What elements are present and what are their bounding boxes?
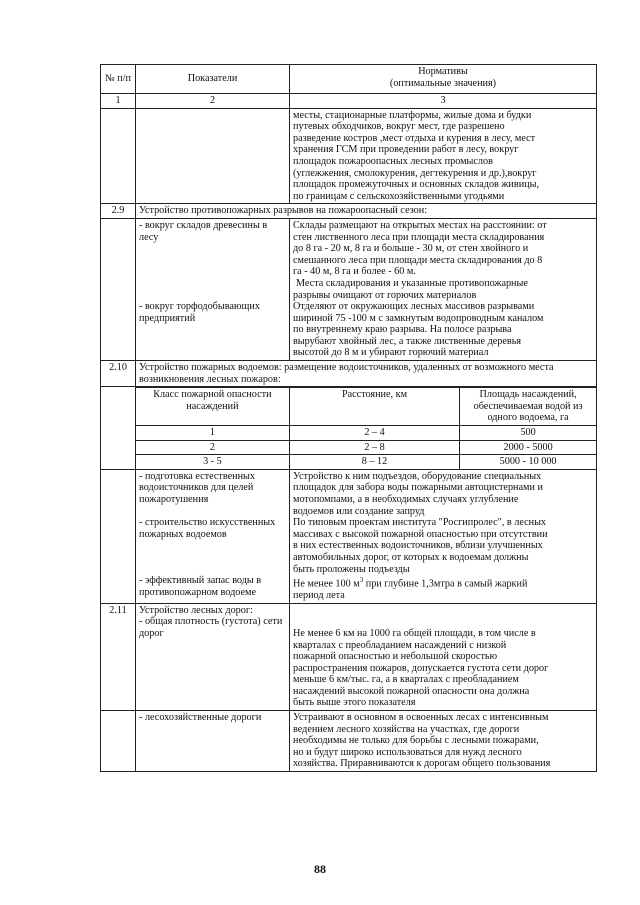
water-reservoir-table <box>136 387 596 469</box>
header-row <box>101 65 597 94</box>
indicator-artificial-reservoirs: - строительство искусственных пожарных водоемов <box>139 517 276 540</box>
indicator-cell <box>136 603 290 710</box>
column-number-1: 1 <box>101 94 136 109</box>
indicator-peat: - вокруг торфодобывающих предприятий <box>139 301 260 324</box>
header-normatives <box>290 65 597 94</box>
normatives-table <box>100 64 597 772</box>
header-number: № п/п <box>101 65 136 94</box>
indicator-natural-sources: - подготовка естественных водоисточников для целей пожаротушения <box>139 470 255 505</box>
normative-cell: Устраивают в основном в освоенных лесах с интенсивным ведением лесного хозяйства на участках, где дороги необходимы не только для борьбы с лесными пожарами, но и будут широко использоваться для нужд лесного хозяйства. Приравниваются к дорогам общего пользования <box>290 711 597 772</box>
section-title: Устройство пожарных водоемов: размещение водоисточников, удаленных от возможного места возникновения лесных пожаров: <box>136 361 597 387</box>
section-title: Устройство противопожарных разрывов на пожароопасный сезон: <box>136 204 597 219</box>
section-2-10-subtable-row <box>101 387 597 470</box>
indicator-cell <box>136 469 290 603</box>
normative-cell: Склады размещают на открытых местах на расстоянии: от стен лиственного леса при площади места складирования до 8 га - 20 м, 8 га и больше - 30 м, от стен хвойного и смешанного леса при площади места складирования до 8 га - 40 м, 8 га и более - 60 м. Места складирования и указанные противопожарные разрывы очищают от горючих материалов Отделяют от окружающих лесных массивов разрывами шириной 75 -100 м с замкнутым водопроводным каналом по внутреннему краю разрыва. На полосе разрыва вырубают хвойный лес, а также лиственные деревья высотой до 8 м и убирают горючий материал <box>290 218 597 360</box>
column-number-2: 2 <box>136 94 290 109</box>
water-reserve-text: Не менее 100 $м^3$ при глубине 1,3мтра в самый жаркий <box>293 576 528 590</box>
continuation-text: месты, стационарные платформы, жилые дома и будки путевых обходчиков, вокруг мест, где разрешено разведение костров ,мест отдыха и курения в лесу, мест хранения ГСМ при проведении работ в лесу, вокруг площадок пожароопасных лесных промыслов (углежжения, смолокурения, дегтекурения и др.),вокруг площадок промежуточных и основных складов живицы, по границам с сельскохозяйственными угодьями <box>290 108 597 204</box>
section-2-10-title-row <box>101 361 597 387</box>
section-2-10-body-row <box>101 469 597 603</box>
indicator-water-reserve: - эффективный запас воды в противопожарном водоеме <box>139 575 262 598</box>
subtable-header-row <box>136 388 596 426</box>
section-number: 2.9 <box>101 204 136 219</box>
section-2-11-roads-row <box>101 711 597 772</box>
document-page <box>100 64 596 772</box>
section-2-11-row <box>101 603 597 710</box>
section-2-9-body-row <box>101 218 597 360</box>
column-number-3: 3 <box>290 94 597 109</box>
subtable-header: Площадь насаждений, обеспечиваемая водой из одного водоема, га <box>460 388 596 426</box>
indicator-road-density: - общая плотность (густота) сети дорог <box>139 616 283 639</box>
section-number: 2.10 <box>101 361 136 387</box>
section-title: Устройство лесных дорог: <box>139 604 253 616</box>
subtable-row: 2 2 – 8 2000 - 5000 <box>136 440 596 455</box>
header-normatives-subtitle: (оптимальные значения) <box>389 77 497 89</box>
section-number: 2.11 <box>101 603 136 710</box>
subtable-header: Класс пожарной опасности насаждений <box>136 388 289 426</box>
normative-cell: Не менее 6 км на 1000 га общей площади, в том числе в кварталах с преобладанием насаждений с низкой пожарной опасностью и небольшой скоростью распространения пожаров, допускается густота сети дорог меньше 6 км/тыс. га, а в кварталах с преобладанием насаждений высокой пожарной опасности она должна быть выше этого показателя <box>290 603 597 710</box>
section-2-9-title-row <box>101 204 597 219</box>
column-number-row <box>101 94 597 109</box>
indicator-wood-storage: - вокруг складов древесины в лесу <box>139 219 268 243</box>
indicator-cell <box>136 218 290 360</box>
normative-cell: Устройство к ним подъездов, оборудование специальных площадок для забора воды пожарными автоцистернами и мотопомпами, а в необходимых случаях углубление водоемов или создание запруд По типовым проектам института "Росгипролес", в лесных массивах с высокой пожарной опасностью при отсутствии в них естественных водоисточников, вблизи улучшенных автомобильных дорог, от которых к водоемам должны быть проложены подъезды Не менее 100 $м^3$ при глубине 1,3мтра в самый жаркий период лета <box>290 469 597 603</box>
subtable-row: 1 2 – 4 500 <box>136 426 596 441</box>
header-normatives-title: Нормативы <box>418 66 468 77</box>
page-number: 88 <box>314 862 326 876</box>
subtable-header: Расстояние, км <box>289 388 459 426</box>
continuation-row <box>101 108 597 204</box>
indicator-forest-roads: - лесохозяйственные дороги <box>136 711 290 772</box>
header-indicators: Показатели <box>136 65 290 94</box>
subtable-row: 3 - 5 8 – 12 5000 - 10 000 <box>136 455 596 469</box>
